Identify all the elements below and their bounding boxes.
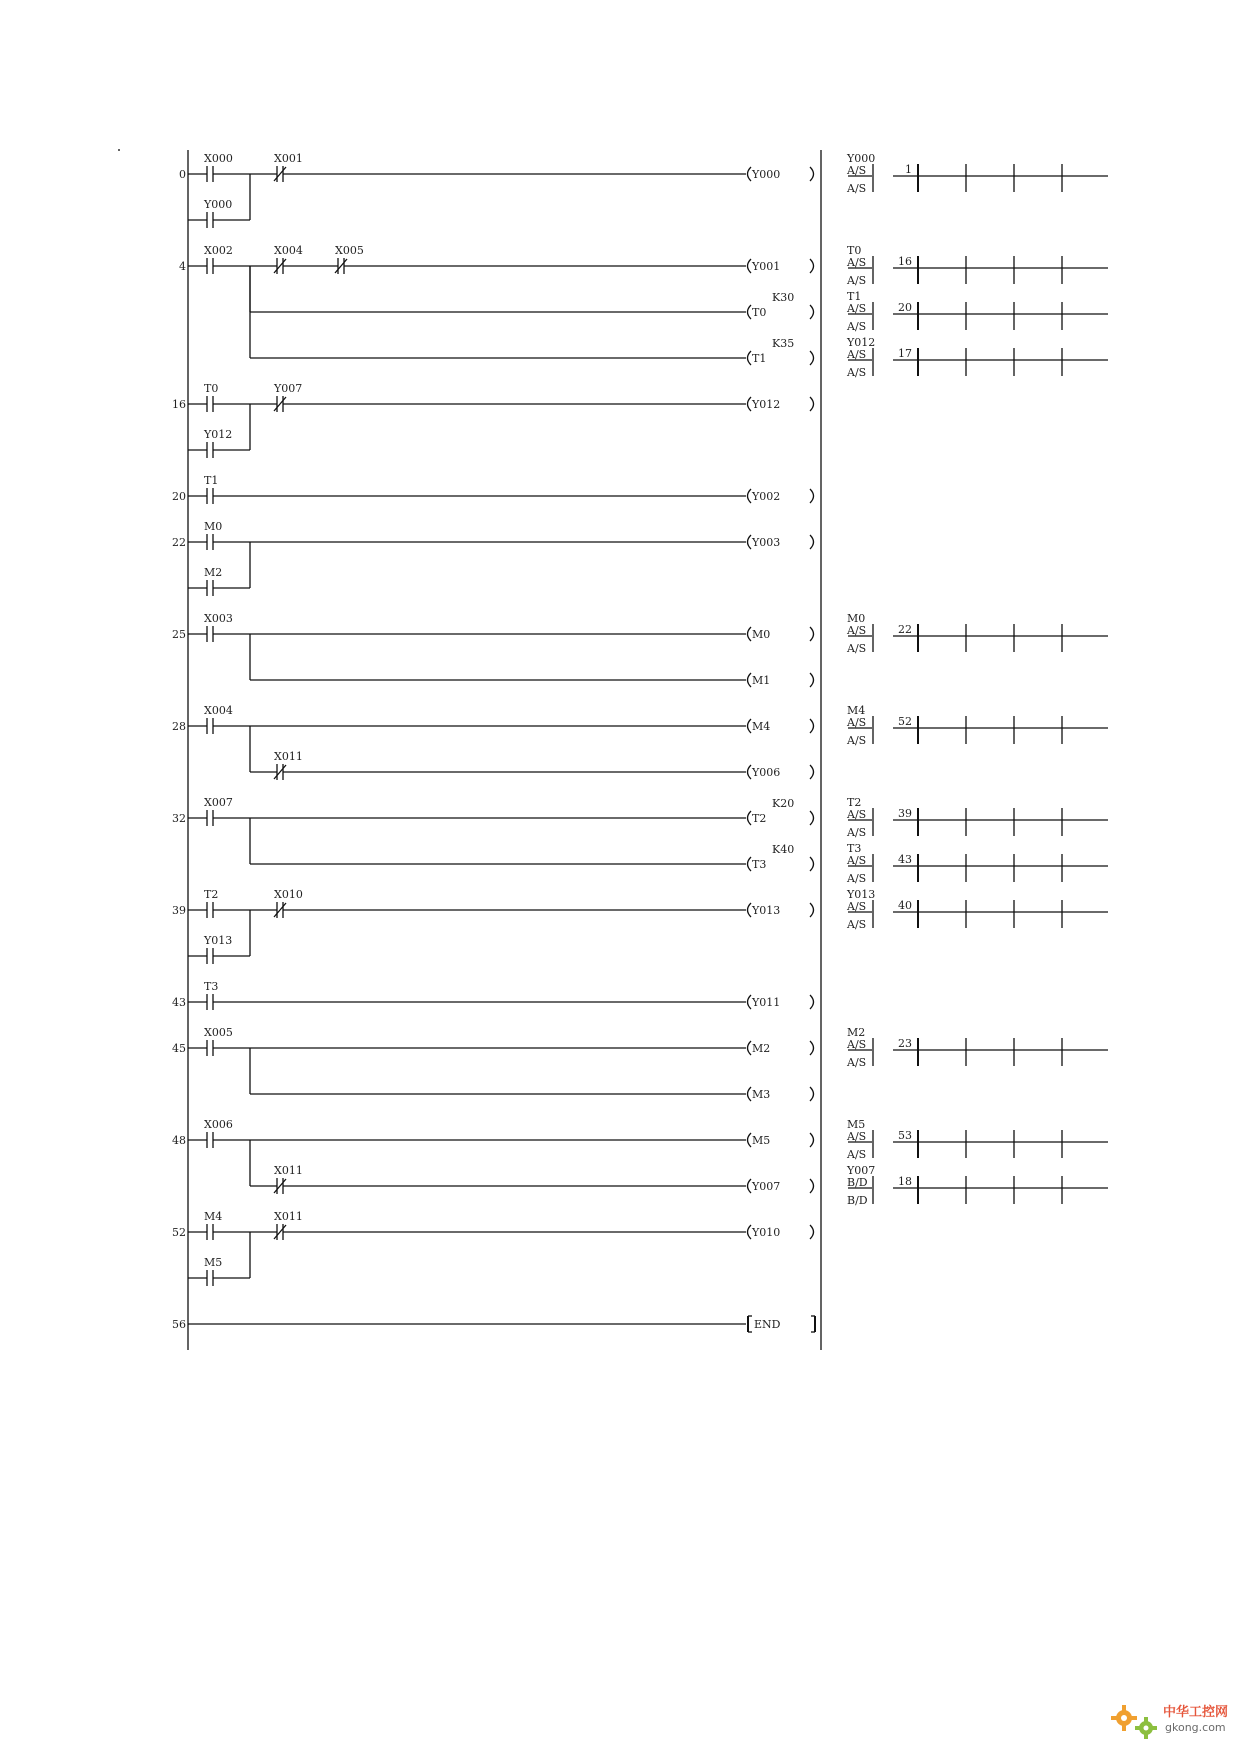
timing-mode-lower: A/S (847, 918, 867, 931)
step-number: 48 (172, 1134, 186, 1147)
coil-open-paren (748, 1225, 752, 1239)
contact-label: X007 (204, 796, 233, 809)
coil-label: M4 (752, 720, 771, 733)
coil-label: T3 (752, 858, 767, 871)
coil-close-paren (810, 995, 814, 1009)
timing-signal-name: Y012 (847, 336, 876, 349)
contact-label: X005 (335, 244, 364, 257)
coil-close-paren (810, 167, 814, 181)
coil-close-paren (810, 1225, 814, 1239)
timing-value: 18 (898, 1175, 912, 1188)
coil-label: M0 (752, 628, 771, 641)
contact-label: Y013 (204, 934, 233, 947)
timing-mode: A/S (847, 624, 867, 637)
coil-open-paren (748, 1041, 752, 1055)
coil-open-paren (748, 489, 752, 503)
timing-value: 16 (898, 255, 912, 268)
coil-label: Y001 (752, 260, 781, 273)
coil-constant: K30 (772, 291, 795, 304)
coil-label: Y012 (752, 398, 781, 411)
step-number: 52 (172, 1226, 186, 1239)
coil-constant: K40 (772, 843, 795, 856)
coil-close-paren (810, 259, 814, 273)
coil-open-paren (748, 397, 752, 411)
contact-label: Y012 (204, 428, 233, 441)
timing-mode: A/S (847, 164, 867, 177)
timing-mode-lower: A/S (847, 872, 867, 885)
step-number: 43 (172, 996, 186, 1009)
timing-signal-name: Y000 (847, 152, 876, 165)
timing-mode-lower: A/S (847, 182, 867, 195)
timing-signal-name: T0 (847, 244, 862, 257)
timing-mode-lower: A/S (847, 274, 867, 287)
timing-mode-lower: B/D (847, 1194, 868, 1207)
coil-label: M3 (752, 1088, 771, 1101)
gear-icon (1135, 1717, 1157, 1739)
timing-signal-name: T1 (847, 290, 862, 303)
coil-close-paren (810, 673, 814, 687)
timing-value: 23 (898, 1037, 912, 1050)
coil-close-paren (810, 489, 814, 503)
coil-open-paren (748, 995, 752, 1009)
watermark-cn: 中华工控网 (1163, 1705, 1229, 1720)
timing-signal-name: Y007 (847, 1164, 876, 1177)
contact-label: M2 (204, 566, 223, 579)
coil-close-paren (810, 1179, 814, 1193)
contact-label: X011 (274, 1210, 303, 1223)
coil-open-paren (748, 903, 752, 917)
timing-value: 53 (898, 1129, 912, 1142)
coil-open-paren (748, 719, 752, 733)
coil-label: T1 (752, 352, 767, 365)
stray-dot (118, 149, 120, 151)
coil-close-paren (810, 1087, 814, 1101)
timing-value: 22 (898, 623, 912, 636)
coil-close-paren (810, 351, 814, 365)
coil-open-paren (748, 857, 752, 871)
timing-signal-name: T3 (847, 842, 862, 855)
timing-mode: B/D (847, 1176, 868, 1189)
contact-label: X003 (204, 612, 233, 625)
contact-label: X000 (204, 152, 233, 165)
timing-value: 20 (898, 301, 912, 314)
step-number: 16 (172, 398, 186, 411)
coil-close-paren (810, 903, 814, 917)
timing-mode: A/S (847, 256, 867, 269)
coil-open-paren (748, 1179, 752, 1193)
contact-label: T2 (204, 888, 219, 901)
coil-open-paren (748, 811, 752, 825)
timing-signal-name: T2 (847, 796, 862, 809)
timing-mode-lower: A/S (847, 366, 867, 379)
coil-close-paren (810, 1041, 814, 1055)
contact-label: X001 (274, 152, 303, 165)
contact-label: X004 (274, 244, 303, 257)
timing-mode: A/S (847, 348, 867, 361)
step-number: 20 (172, 490, 186, 503)
coil-label: M1 (752, 674, 771, 687)
step-number: 4 (179, 260, 186, 273)
coil-label: Y002 (752, 490, 781, 503)
timing-mode: A/S (847, 302, 867, 315)
contact-label: T3 (204, 980, 219, 993)
coil-label: Y010 (752, 1226, 781, 1239)
timing-signal-name: Y013 (847, 888, 876, 901)
coil-label: T2 (752, 812, 767, 825)
timing-mode: A/S (847, 1130, 867, 1143)
step-number: 56 (172, 1318, 186, 1331)
timing-chart (846, 152, 1108, 1207)
contact-label: X011 (274, 1164, 303, 1177)
coil-label: Y007 (752, 1180, 781, 1193)
coil-open-paren (748, 305, 752, 319)
timing-signal-name: M4 (847, 704, 866, 717)
coil-open-paren (748, 1087, 752, 1101)
coil-open-paren (748, 673, 752, 687)
coil-label: Y003 (752, 536, 781, 549)
coil-label: T0 (752, 306, 767, 319)
coil-close-paren (810, 719, 814, 733)
coil-close-paren (810, 857, 814, 871)
end-label: END (754, 1318, 781, 1331)
coil-open-paren (748, 627, 752, 641)
coil-label: M2 (752, 1042, 771, 1055)
contact-label: X011 (274, 750, 303, 763)
coil-label: Y013 (752, 904, 781, 917)
timing-mode: A/S (847, 716, 867, 729)
contact-label: M5 (204, 1256, 223, 1269)
coil-open-paren (748, 535, 752, 549)
step-number: 28 (172, 720, 186, 733)
coil-open-paren (748, 765, 752, 779)
contact-label: X005 (204, 1026, 233, 1039)
timing-signal-name: M0 (847, 612, 866, 625)
coil-open-paren (748, 167, 752, 181)
coil-close-paren (810, 1133, 814, 1147)
contact-label: X002 (204, 244, 233, 257)
timing-mode-lower: A/S (847, 1148, 867, 1161)
coil-label: M5 (752, 1134, 771, 1147)
ladder-rungs (172, 152, 815, 1332)
timing-mode: A/S (847, 900, 867, 913)
gear-icon (1111, 1705, 1137, 1731)
timing-mode-lower: A/S (847, 826, 867, 839)
timing-value: 43 (898, 853, 912, 866)
watermark-url: gkong.com (1165, 1721, 1226, 1734)
step-number: 39 (172, 904, 186, 917)
coil-open-paren (748, 259, 752, 273)
coil-label: Y000 (752, 168, 781, 181)
timing-signal-name: M5 (847, 1118, 866, 1131)
timing-signal-name: M2 (847, 1026, 866, 1039)
timing-mode: A/S (847, 1038, 867, 1051)
coil-label: Y011 (752, 996, 781, 1009)
contact-label: X010 (274, 888, 303, 901)
coil-constant: K35 (772, 337, 795, 350)
coil-close-paren (810, 811, 814, 825)
timing-value: 52 (898, 715, 912, 728)
timing-value: 39 (898, 807, 912, 820)
coil-close-paren (810, 765, 814, 779)
coil-label: Y006 (752, 766, 781, 779)
step-number: 32 (172, 812, 186, 825)
coil-close-paren (810, 535, 814, 549)
contact-label: T1 (204, 474, 219, 487)
step-number: 22 (172, 536, 186, 549)
timing-mode-lower: A/S (847, 734, 867, 747)
watermark (1105, 1693, 1233, 1745)
coil-close-paren (810, 397, 814, 411)
coil-open-paren (748, 351, 752, 365)
timing-mode-lower: A/S (847, 1056, 867, 1069)
contact-label: T0 (204, 382, 219, 395)
timing-mode-lower: A/S (847, 642, 867, 655)
contact-label: Y000 (204, 198, 233, 211)
coil-close-paren (810, 627, 814, 641)
contact-label: X004 (204, 704, 233, 717)
coil-constant: K20 (772, 797, 795, 810)
timing-value: 17 (898, 347, 912, 360)
contact-label: M4 (204, 1210, 223, 1223)
contact-label: X006 (204, 1118, 233, 1131)
contact-label: Y007 (274, 382, 303, 395)
timing-mode: A/S (847, 808, 867, 821)
step-number: 45 (172, 1042, 186, 1055)
step-number: 0 (179, 168, 186, 181)
timing-value: 40 (898, 899, 912, 912)
contact-label: M0 (204, 520, 223, 533)
coil-open-paren (748, 1133, 752, 1147)
step-number: 25 (172, 628, 186, 641)
timing-mode-lower: A/S (847, 320, 867, 333)
coil-close-paren (810, 305, 814, 319)
timing-value: 1 (905, 163, 912, 176)
timing-mode: A/S (847, 854, 867, 867)
